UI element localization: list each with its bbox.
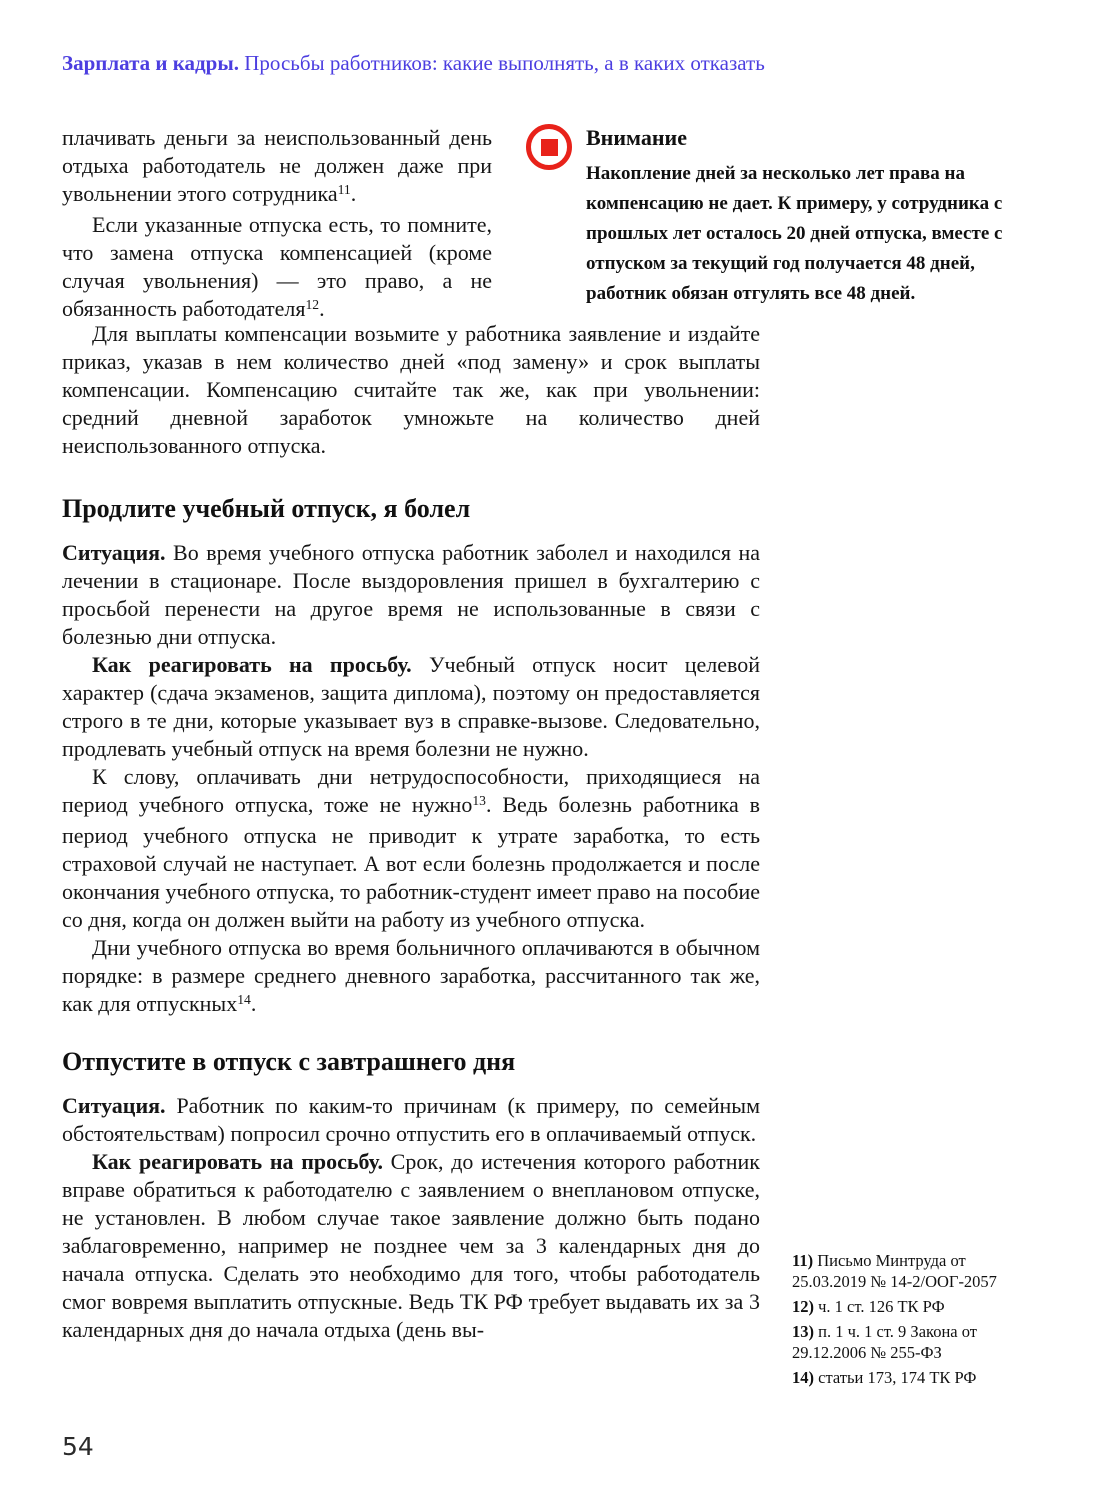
paragraph-text: Срок, до истечения которого работник вправе обратиться к работодателю с заявлением о внеплановом отпуске, не установлен. В любом случае такое заявление должно быть подано заблаговременно, например не позднее чем за 3 календарных дня до начала отпуска. Сделать это необходимо для того, чтобы работодатель смог вовремя выплатить отпускные. Ведь ТК РФ требует выдавать их за 3 календарных дня до начала отдыха (день вы- <box>62 1149 760 1342</box>
paragraph: Для выплаты компенсации возьмите у работника заявление и издайте приказ, указав в нем количество дней «под замену» и срок выплаты компенсации. Компенсацию считайте так же, как при увольнении: средний дневной заработок умножьте на количество дней неиспользованного отпуска. <box>62 321 760 458</box>
attention-title: Внимание <box>586 125 687 150</box>
paragraph-continuation <box>62 124 492 211</box>
paragraph-situation <box>62 1092 760 1148</box>
paragraph-text: . <box>319 296 325 321</box>
footnote-number: 11) <box>792 1251 814 1270</box>
footnote-text: ч. 1 ст. 126 ТК РФ <box>814 1297 945 1316</box>
footnote-text: статьи 173, 174 ТК РФ <box>814 1368 977 1387</box>
paragraph-text: Работник по каким-то причинам (к примеру, по семейным обстоятельствам) попросил срочно отпустить его в оплачиваемый отпуск. <box>62 1093 760 1146</box>
section-brand: Зарплата и кадры. <box>62 51 240 75</box>
paragraph-how-to-react <box>62 1148 760 1344</box>
intro-text-column <box>62 124 492 326</box>
footnote-13 <box>792 1321 1024 1363</box>
paragraph-text: . <box>350 181 357 206</box>
paragraph-how-to-react <box>62 651 760 763</box>
paragraph-text: Если указанные отпуска есть, то помните, что замена отпуска компенсацией (кроме случая увольнения) — это право, а не обязанность работодателя <box>62 212 492 321</box>
attention-content <box>586 124 1010 309</box>
attention-callout <box>526 124 1010 326</box>
footnote-ref-14: 14 <box>237 992 251 1008</box>
main-column <box>62 320 760 1344</box>
footnote-number: 12) <box>792 1297 814 1316</box>
paragraph-lead: Ситуация. <box>62 540 166 565</box>
attention-body: Накопление дней за несколько лет права на компенсацию не дает. К примеру, у сотрудника с прошлых лет осталось 20 дней отпуска, вместе с отпуском за текущий год получается 48 дней, работник обязан отгулять все 48 дней. <box>586 163 1003 304</box>
paragraph <box>62 211 492 326</box>
section-heading-tomorrow-leave: Отпустите в отпуск с завтрашнего дня <box>62 1047 516 1076</box>
footnote-ref-13: 13 <box>472 793 486 809</box>
footnotes-sidebar <box>792 1250 1024 1392</box>
footnote-ref-12: 12 <box>305 297 320 313</box>
paragraph-text: плачивать деньги за неиспользованный день отдыха работодатель не должен даже при увольнении этого сотрудника <box>62 125 492 206</box>
running-head <box>62 50 1052 76</box>
paragraph <box>62 763 760 934</box>
paragraph-situation <box>62 539 760 651</box>
paragraph-text: . Ведь болезнь работника в период учебного отпуска не приводит к утрате заработка, то есть страховой случай не наступает. А вот если болезнь продолжается и после окончания учебного отпуска, то работник-студент имеет право на пособие со дня, когда он должен выйти на работу из учебного отпуска. <box>62 792 761 932</box>
paragraph-text: . <box>250 991 257 1016</box>
intro-row <box>62 124 1010 326</box>
footnote-number: 14) <box>792 1368 814 1387</box>
page-number: 54 <box>62 1432 94 1461</box>
footnote-text: Письмо Минтруда от 25.03.2019 № 14-2/ООГ-2057 <box>792 1251 997 1291</box>
footnote-ref-11: 11 <box>337 182 351 198</box>
footnote-12 <box>792 1296 1024 1317</box>
footnote-number: 13) <box>792 1322 814 1341</box>
footnote-14 <box>792 1367 1024 1388</box>
paragraph-text: Во время учебного отпуска работник заболел и находился на лечении в стационаре. После выздоровления пришел в бухгалтерию с просьбой перенести на другое время не использованные в связи с болезнью дни отпуска. <box>62 540 760 649</box>
paragraph-text: Учебный отпуск носит целевой характер (сдача экзаменов, защита диплома), поэтому он предоставляется строго в те дни, которые указывает вуз в справке-вызове. Следовательно, продлевать учебный отпуск на время болезни не нужно. <box>62 652 760 761</box>
paragraph-lead: Ситуация. <box>62 1093 166 1118</box>
article-title: Просьбы работников: какие выполнять, а в каких отказать <box>239 51 765 75</box>
attention-icon-square <box>541 139 558 156</box>
section-heading-study-leave: Продлите учебный отпуск, я болел <box>62 494 471 523</box>
paragraph-text: Дни учебного отпуска во время больничного оплачиваются в обычном порядке: в размере среднего дневного заработка, рассчитанного так же, как для отпускных <box>62 935 760 1016</box>
attention-icon <box>526 124 572 170</box>
paragraph-text: К слову, оплачивать дни нетрудоспособности, приходящиеся на период учебного отпуска, тоже не нужно <box>62 764 760 817</box>
paragraph <box>62 934 760 1021</box>
paragraph-lead: Как реагировать на просьбу. <box>92 1149 383 1174</box>
footnote-text: п. 1 ч. 1 ст. 9 Закона от 29.12.2006 № 255-ФЗ <box>792 1322 977 1362</box>
footnote-11 <box>792 1250 1024 1292</box>
paragraph-lead: Как реагировать на просьбу. <box>92 652 412 677</box>
